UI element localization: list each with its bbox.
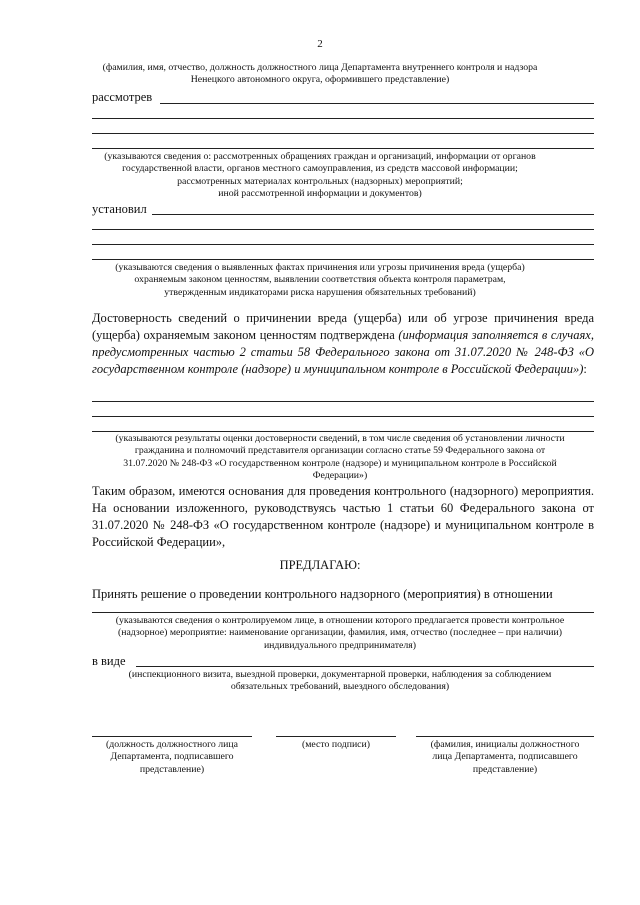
- reviewed-fill-line-3: [92, 133, 594, 134]
- established-caption-line-1: (указываются сведения о выявленных фактах причинения или угрозы причинения вреда (ущерба): [115, 262, 525, 273]
- reliability-caption: [80, 433, 600, 483]
- reliability-caption-line-1: (указываются результаты оценки достоверности сведений, в том числе сведения об установлении личности: [115, 433, 565, 444]
- name-caption-line-2: лица Департамента, подписавшего: [432, 751, 578, 763]
- reliability-caption-line-2: гражданина и полномочий представителя организации согласно статье 59 Федерального закона от: [134, 445, 546, 457]
- name-caption: [410, 739, 600, 776]
- position-caption-line-1: (должность должностного лица: [105, 739, 239, 750]
- reliability-paragraph: [92, 310, 594, 378]
- controlled-person-caption: [80, 615, 600, 652]
- established-fill-line-2: [92, 229, 594, 230]
- name-signature-line: [416, 736, 594, 737]
- official-caption-line-2: Ненецкого автономного округа, оформившего представление): [190, 74, 450, 86]
- reliability-note: (информация заполняется в случаях, предусмотренных частью 2 статьи 58 Федерального закона от 31.07.2020 № 248-ФЗ «О государственном контроле (надзоре) и муниципальном контроле в Российской Федерации»): [92, 328, 594, 376]
- reviewed-caption-line-2: государственной власти, органов местного самоуправления, из средств массовой информации;: [122, 163, 518, 175]
- established-caption-line-3: утвержденным индикаторами риска нарушения обязательных требований): [164, 286, 476, 298]
- reliability-caption-line-3: 31.07.2020 № 248-ФЗ «О государственном контроле (надзоре) и муниципальном контроле в Российской: [123, 457, 557, 469]
- place-caption: [276, 739, 396, 751]
- controlled-person-caption-line-1: (указываются сведения о контролируемом лице, в отношении которого предлагается провести контрольное: [115, 615, 565, 626]
- reliability-caption-line-4: Федерации»): [312, 470, 368, 482]
- position-caption: [84, 739, 260, 776]
- reviewed-caption-line-4: иной рассмотренной информации и документов): [218, 188, 422, 200]
- grounds-paragraph: Таким образом, имеются основания для проведения контрольного (надзорного) мероприятия. На основании изложенного, руководствуясь частью 1 статьи 60 Федерального закона от 31.07.2020 № 248-ФЗ «О государственном контроле (надзоре) и муниципальном контроле в Российской Федерации»,: [92, 484, 594, 549]
- reliability-fill-line-3: [92, 431, 594, 432]
- reviewed-fill-line-4: [92, 148, 594, 149]
- propose-heading: ПРЕДЛАГАЮ:: [279, 558, 361, 572]
- controlled-person-caption-line-2: (надзорное) мероприятие: наименование организации, фамилия, имя, отчество (последнее – при наличии): [117, 627, 563, 639]
- established-label: установил: [92, 202, 147, 216]
- reviewed-fill-line-2: [92, 118, 594, 119]
- position-caption-line-2: Департамента, подписавшего: [110, 751, 234, 763]
- reviewed-label: рассмотрев: [92, 90, 153, 104]
- decision-text: Принять решение о проведении контрольного надзорного (мероприятия) в отношении: [92, 587, 553, 601]
- name-caption-line-3: представление): [472, 763, 538, 775]
- established-fill-line-1: [152, 214, 594, 215]
- place-signature-line: [276, 736, 396, 737]
- form-caption-line-1: (инспекционного визита, выездной проверки, документарной проверки, наблюдения за соблюдением: [128, 669, 552, 680]
- controlled-person-caption-line-3: индивидуального предпринимателя): [263, 639, 417, 651]
- position-caption-line-3: представление): [139, 763, 205, 775]
- official-caption-line-1: (фамилия, имя, отчество, должность должностного лица Департамента внутреннего контроля и надзора: [102, 62, 538, 73]
- page-number: 2: [317, 38, 323, 50]
- decision-fill-line: [92, 612, 594, 613]
- name-caption-line-1: (фамилия, инициалы должностного: [430, 739, 580, 750]
- established-fill-line-4: [92, 259, 594, 260]
- reliability-fill-line-1: [92, 401, 594, 402]
- form-caption: [80, 669, 600, 694]
- reviewed-fill-line-1: [160, 103, 594, 104]
- reviewed-caption-line-1: (указываются сведения о: рассмотренных обращениях граждан и организаций, информации от органов: [104, 151, 536, 162]
- form-fill-line: [136, 666, 594, 667]
- established-fill-line-3: [92, 244, 594, 245]
- position-signature-line: [92, 736, 252, 737]
- official-caption: [40, 62, 600, 87]
- reliability-fill-line-2: [92, 416, 594, 417]
- reliability-colon: :: [583, 362, 587, 376]
- form-caption-line-2: обязательных требований, выездного обследования): [230, 681, 450, 693]
- established-caption-line-2: охраняемым законом ценностям, выявлении соответствия объекта контроля параметрам,: [134, 274, 506, 286]
- established-caption: [70, 262, 570, 299]
- form-label: в виде: [92, 654, 126, 668]
- reviewed-caption-line-3: рассмотренных материалах контрольных (надзорных) мероприятий;: [177, 175, 463, 187]
- reviewed-caption: [70, 151, 570, 201]
- reliability-text: Достоверность сведений о причинении вреда (ущерба) или об угрозе причинения вреда (ущерба) охраняемым законом ценностям подтверждена: [92, 311, 594, 342]
- place-caption-line-1: (место подписи): [301, 739, 371, 750]
